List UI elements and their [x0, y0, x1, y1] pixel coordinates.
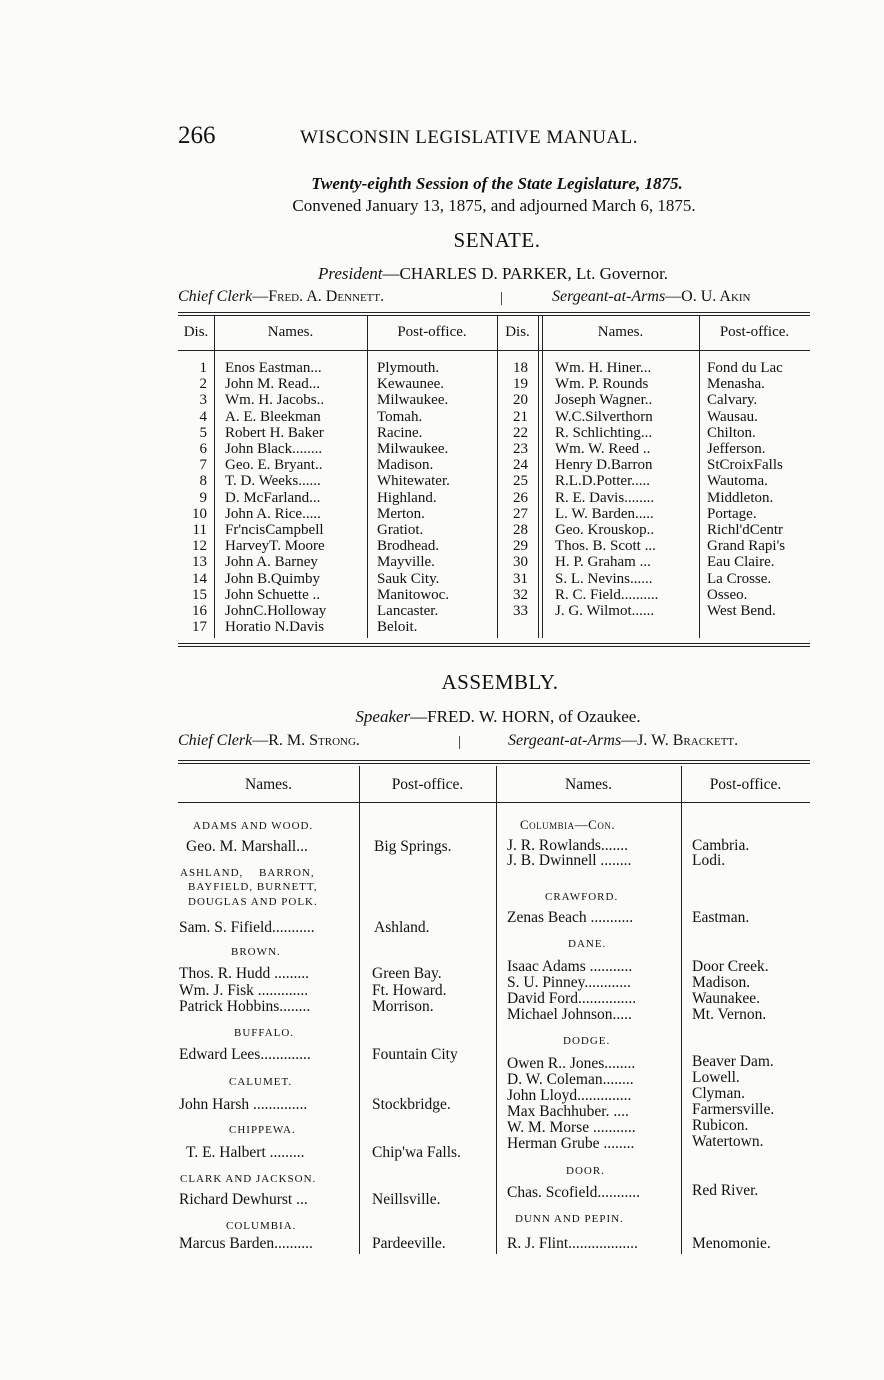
senate-bottom-rule-2: [178, 646, 810, 647]
senator-district: 8: [199, 473, 207, 490]
senate-col-line: [214, 316, 215, 638]
senator-district: 9: [199, 489, 207, 506]
assembly-col-line: [681, 766, 682, 1254]
senator-name: Henry D.Barron: [555, 457, 653, 474]
senator-name: John M. Read...: [225, 376, 320, 393]
county-heading: DODGE.: [563, 1035, 611, 1047]
member-name: J. B. Dwinnell ........: [507, 852, 632, 869]
senator-district: 24: [513, 457, 528, 474]
senator-district: 1: [199, 360, 207, 376]
senate-heading: SENATE.: [453, 228, 541, 252]
col-header-postoffice: Post-office.: [397, 324, 467, 340]
session-title: Twenty-eighth Session of the State Legislature, 1875.: [311, 174, 683, 193]
county-heading: DOUGLAS AND POLK.: [188, 896, 318, 908]
member-name: S. U. Pinney............: [507, 974, 631, 991]
senator-name: HarveyT. Moore: [225, 538, 325, 555]
county-heading: CALUMET.: [229, 1076, 293, 1088]
chief-clerk-label: Chief Clerk: [178, 288, 253, 305]
member-postoffice: Green Bay.: [372, 965, 442, 982]
member-postoffice: Door Creek.: [692, 958, 769, 975]
member-postoffice: Cambria.: [692, 837, 750, 854]
member-name: T. E. Halbert .........: [186, 1144, 305, 1161]
senator-postoffice: Tomah.: [377, 408, 423, 425]
senator-district: 12: [192, 538, 207, 555]
member-name: Herman Grube ........: [507, 1135, 635, 1152]
senator-name: T. D. Weeks......: [225, 473, 321, 490]
senator-postoffice: Manitowoc.: [377, 586, 450, 603]
president-value: —CHARLES D. PARKER, Lt. Governor.: [382, 264, 669, 283]
senator-postoffice: Milwaukee.: [377, 441, 449, 457]
senator-name: Wm. P. Rounds: [555, 376, 649, 393]
member-name: Zenas Beach ...........: [507, 909, 634, 926]
member-name: Wm. J. Fisk .............: [179, 982, 309, 999]
member-postoffice: Red River.: [692, 1182, 759, 1199]
senate-header-rule: [178, 350, 810, 351]
county-heading: DOOR.: [566, 1165, 605, 1177]
county-heading: CLARK AND JACKSON.: [180, 1173, 317, 1185]
senate-bottom-rule: [178, 643, 810, 644]
senator-name: A. E. Bleekman: [225, 408, 321, 425]
sergeant-value: —O. U. Akin: [665, 288, 751, 305]
member-postoffice: Stockbridge.: [372, 1096, 451, 1113]
senate-chief-clerk: [178, 288, 384, 306]
county-heading: DANE.: [568, 938, 607, 950]
member-name: Chas. Scofield...........: [507, 1184, 641, 1201]
senator-name: Geo. E. Bryant..: [225, 457, 323, 474]
member-name: Michael Johnson.....: [507, 1006, 632, 1023]
member-name: W. M. Morse ...........: [507, 1119, 636, 1136]
col-header-postoffice: Post-office.: [391, 776, 464, 793]
col-header-postoffice: Post-office.: [719, 324, 790, 340]
member-postoffice: Big Springs.: [374, 838, 452, 855]
separator-bar: |: [500, 290, 504, 306]
senator-postoffice: Merton.: [377, 505, 425, 522]
senator-name: Wm. H. Hiner...: [555, 360, 652, 376]
member-name: Sam. S. Fifield...........: [179, 919, 315, 936]
senator-name: J. G. Wilmot......: [555, 603, 655, 619]
member-name: John Lloyd..............: [507, 1087, 632, 1104]
member-name: Isaac Adams ...........: [507, 958, 633, 975]
member-postoffice: Lowell.: [692, 1069, 740, 1086]
member-postoffice: Ft. Howard.: [372, 982, 447, 999]
president-label: President: [317, 264, 383, 283]
assembly-top-rule: [178, 760, 810, 761]
member-name: Thos. R. Hudd .........: [179, 965, 310, 982]
senator-district: 27: [513, 505, 528, 522]
running-head: WISCONSIN LEGISLATIVE MANUAL.: [300, 127, 639, 148]
speaker-value: —FRED. W. HORN, of Ozaukee.: [410, 707, 641, 726]
member-postoffice: Mt. Vernon.: [692, 1006, 767, 1023]
senator-district: 14: [192, 570, 207, 587]
col-header-names: Names.: [565, 776, 612, 793]
member-postoffice: Rubicon.: [692, 1117, 749, 1134]
county-heading: BUFFALO.: [234, 1027, 295, 1039]
senator-postoffice: Grand Rapi's: [707, 538, 786, 555]
member-postoffice: Lodi.: [692, 852, 726, 869]
senate-top-rule-2: [178, 315, 810, 316]
member-postoffice: Beaver Dam.: [692, 1053, 774, 1070]
member-name: Marcus Barden..........: [179, 1235, 313, 1252]
member-postoffice: Neillsville.: [372, 1191, 441, 1208]
senator-name: Joseph Wagner..: [555, 392, 653, 409]
senator-name: John B.Quimby: [225, 570, 321, 587]
senator-postoffice: Kewaunee.: [377, 376, 445, 393]
member-postoffice: Pardeeville.: [372, 1235, 446, 1252]
senator-district: 15: [192, 586, 207, 603]
senator-district: 21: [513, 408, 528, 425]
col-header-dis: Dis.: [505, 324, 530, 340]
senator-postoffice: Lancaster.: [377, 603, 439, 619]
senator-name: Robert H. Baker: [225, 424, 324, 441]
senate-sergeant: [552, 288, 751, 306]
senator-postoffice: Chilton.: [707, 424, 756, 441]
senator-district: 23: [513, 441, 528, 457]
senator-district: 10: [192, 505, 207, 522]
col-header-postoffice: Post-office.: [709, 776, 782, 793]
senator-postoffice: Menasha.: [707, 376, 765, 393]
senator-district: 22: [513, 424, 528, 441]
county-heading: COLUMBIA.: [226, 1220, 297, 1232]
senator-name: Geo. Krouskop..: [555, 522, 655, 538]
member-name: D. W. Coleman........: [507, 1071, 634, 1088]
senator-district: 5: [199, 424, 207, 441]
member-name: Max Bachhuber. ....: [507, 1103, 629, 1120]
senator-name: H. P. Graham ...: [555, 554, 651, 571]
chief-clerk-value: —R. M. Strong.: [252, 732, 360, 749]
senate-top-rule: [178, 312, 810, 313]
senator-name: L. W. Barden.....: [555, 505, 654, 522]
member-name: Owen R.. Jones........: [507, 1055, 636, 1072]
senator-postoffice: Whitewater.: [377, 473, 450, 490]
senator-district: 17: [192, 619, 207, 636]
member-postoffice: Madison.: [692, 974, 751, 991]
senator-postoffice: Wautoma.: [707, 473, 768, 490]
senator-postoffice: Osseo.: [707, 586, 748, 603]
county-heading: ADAMS AND WOOD.: [193, 820, 314, 832]
senator-district: 26: [513, 489, 528, 506]
senator-district: 2: [199, 376, 207, 393]
assembly-col-line: [496, 766, 497, 1254]
senator-name: Wm. W. Reed ..: [555, 441, 651, 457]
member-postoffice: Waunakee.: [692, 990, 761, 1007]
senator-district: 18: [513, 360, 528, 376]
senator-postoffice: Racine.: [377, 424, 423, 441]
senator-name: Enos Eastman...: [225, 360, 322, 376]
member-name: Edward Lees.............: [179, 1046, 311, 1063]
member-postoffice: Chip'wa Falls.: [372, 1144, 461, 1161]
assembly-top-rule-2: [178, 763, 810, 764]
member-name: R. J. Flint..................: [507, 1235, 638, 1252]
senator-name: JohnC.Holloway: [225, 603, 327, 619]
senator-name: R.L.D.Potter.....: [555, 473, 651, 490]
senator-name: Horatio N.Davis: [225, 619, 325, 636]
county-heading: BROWN.: [231, 946, 281, 958]
senator-district: 16: [192, 603, 207, 619]
senator-name: S. L. Nevins......: [555, 570, 653, 587]
senator-district: 6: [199, 441, 207, 457]
chief-clerk-label: Chief Clerk: [178, 732, 253, 749]
senator-postoffice: Milwaukee.: [377, 392, 449, 409]
senator-district: 28: [513, 522, 528, 538]
senator-postoffice: Madison.: [377, 457, 434, 474]
senate-col-line: [699, 316, 700, 638]
col-header-dis: Dis.: [183, 324, 209, 340]
senator-postoffice: La Crosse.: [707, 570, 772, 587]
col-header-names: Names.: [267, 324, 314, 340]
separator-bar: |: [458, 734, 462, 750]
assembly-col-line: [359, 766, 360, 1254]
county-heading: BAYFIELD, BURNETT,: [188, 881, 318, 893]
member-name: J. R. Rowlands.......: [507, 837, 628, 854]
member-postoffice: Eastman.: [692, 909, 750, 926]
speaker-label: Speaker: [355, 707, 411, 726]
senator-district: 29: [513, 538, 528, 555]
senator-district: 3: [199, 392, 207, 409]
senator-postoffice: Highland.: [377, 489, 437, 506]
col-header-names: Names.: [245, 776, 292, 793]
chief-clerk-value: —Fred. A. Dennett.: [252, 288, 385, 305]
member-postoffice: Watertown.: [692, 1133, 764, 1150]
senator-postoffice: Sauk City.: [377, 570, 440, 587]
senator-name: D. McFarland...: [225, 489, 321, 506]
senator-district: 25: [513, 473, 528, 490]
senator-postoffice: Calvary.: [707, 392, 758, 409]
assembly-sergeant: [508, 732, 738, 750]
senator-name: R. C. Field..........: [555, 586, 659, 603]
member-postoffice: Farmersville.: [692, 1101, 775, 1118]
senator-postoffice: Jefferson.: [707, 441, 766, 457]
senator-postoffice: West Bend.: [707, 603, 776, 619]
county-heading: DUNN AND PEPIN.: [515, 1213, 624, 1225]
senator-name: Fr'ncisCampbell: [225, 522, 324, 538]
member-postoffice: Morrison.: [372, 998, 434, 1015]
senate-col-line: [542, 316, 543, 638]
senator-name: W.C.Silverthorn: [555, 408, 653, 425]
assembly-heading: ASSEMBLY.: [441, 670, 559, 694]
senator-postoffice: Portage.: [707, 505, 757, 522]
senator-district: 31: [513, 570, 528, 587]
senator-name: Wm. H. Jacobs..: [225, 392, 325, 409]
member-name: Geo. M. Marshall...: [186, 838, 308, 855]
senator-name: John Black........: [225, 441, 323, 457]
assembly-chief-clerk: [178, 732, 360, 750]
county-heading: CHIPPEWA.: [229, 1124, 296, 1136]
senator-name: John Schuette ..: [225, 586, 320, 603]
senator-district: 32: [513, 586, 528, 603]
senator-postoffice: Gratiot.: [377, 522, 424, 538]
senator-name: John A. Barney: [225, 554, 318, 571]
page-number: 266: [178, 122, 216, 149]
senator-postoffice: Fond du Lac: [707, 360, 783, 376]
senator-name: Thos. B. Scott ...: [555, 538, 656, 555]
senator-district: 13: [192, 554, 207, 571]
member-name: John Harsh ..............: [179, 1096, 308, 1113]
senator-district: 19: [513, 376, 528, 393]
senator-postoffice: Mayville.: [377, 554, 435, 571]
senator-district: 20: [513, 392, 528, 409]
senator-postoffice: Beloit.: [377, 619, 418, 636]
senate-president: [0, 264, 884, 284]
col-header-names: Names.: [597, 324, 644, 340]
senator-district: 7: [199, 457, 207, 474]
sergeant-label: Sergeant-at-Arms: [508, 732, 622, 749]
senator-district: 30: [513, 554, 528, 571]
senate-col-line: [538, 316, 539, 638]
sergeant-label: Sergeant-at-Arms: [552, 288, 666, 305]
senator-postoffice: Brodhead.: [377, 538, 440, 555]
assembly-header-rule: [178, 802, 810, 803]
member-postoffice: Clyman.: [692, 1085, 745, 1102]
senator-postoffice: StCroixFalls: [707, 457, 783, 474]
convened-line: Convened January 13, 1875, and adjourned March 6, 1875.: [292, 196, 696, 215]
member-postoffice: Menomonie.: [692, 1235, 771, 1252]
senator-name: John A. Rice.....: [225, 505, 321, 522]
member-postoffice: Fountain City: [372, 1046, 458, 1063]
senator-district: 11: [192, 522, 207, 538]
county-heading: ASHLAND, BARRON,: [180, 867, 315, 879]
senator-district: 33: [513, 603, 528, 619]
sergeant-value: —J. W. Brackett.: [621, 732, 739, 749]
senator-postoffice: Eau Claire.: [707, 554, 775, 571]
senator-postoffice: Wausau.: [707, 408, 758, 425]
assembly-speaker: [0, 707, 884, 727]
county-heading: Columbia—Con.: [520, 817, 616, 832]
senate-col-line: [367, 316, 368, 638]
member-name: David Ford...............: [507, 990, 637, 1007]
senator-postoffice: Richl'dCentr: [707, 522, 784, 538]
member-postoffice: Ashland.: [374, 919, 430, 936]
member-name: Richard Dewhurst ...: [179, 1191, 308, 1208]
senator-district: 4: [199, 408, 207, 425]
senator-postoffice: Plymouth.: [377, 360, 440, 376]
member-name: Patrick Hobbins........: [179, 998, 311, 1015]
senator-name: R. E. Davis........: [555, 489, 655, 506]
county-heading: CRAWFORD.: [545, 891, 619, 903]
senator-name: R. Schlichting...: [555, 424, 653, 441]
senator-postoffice: Middleton.: [707, 489, 774, 506]
